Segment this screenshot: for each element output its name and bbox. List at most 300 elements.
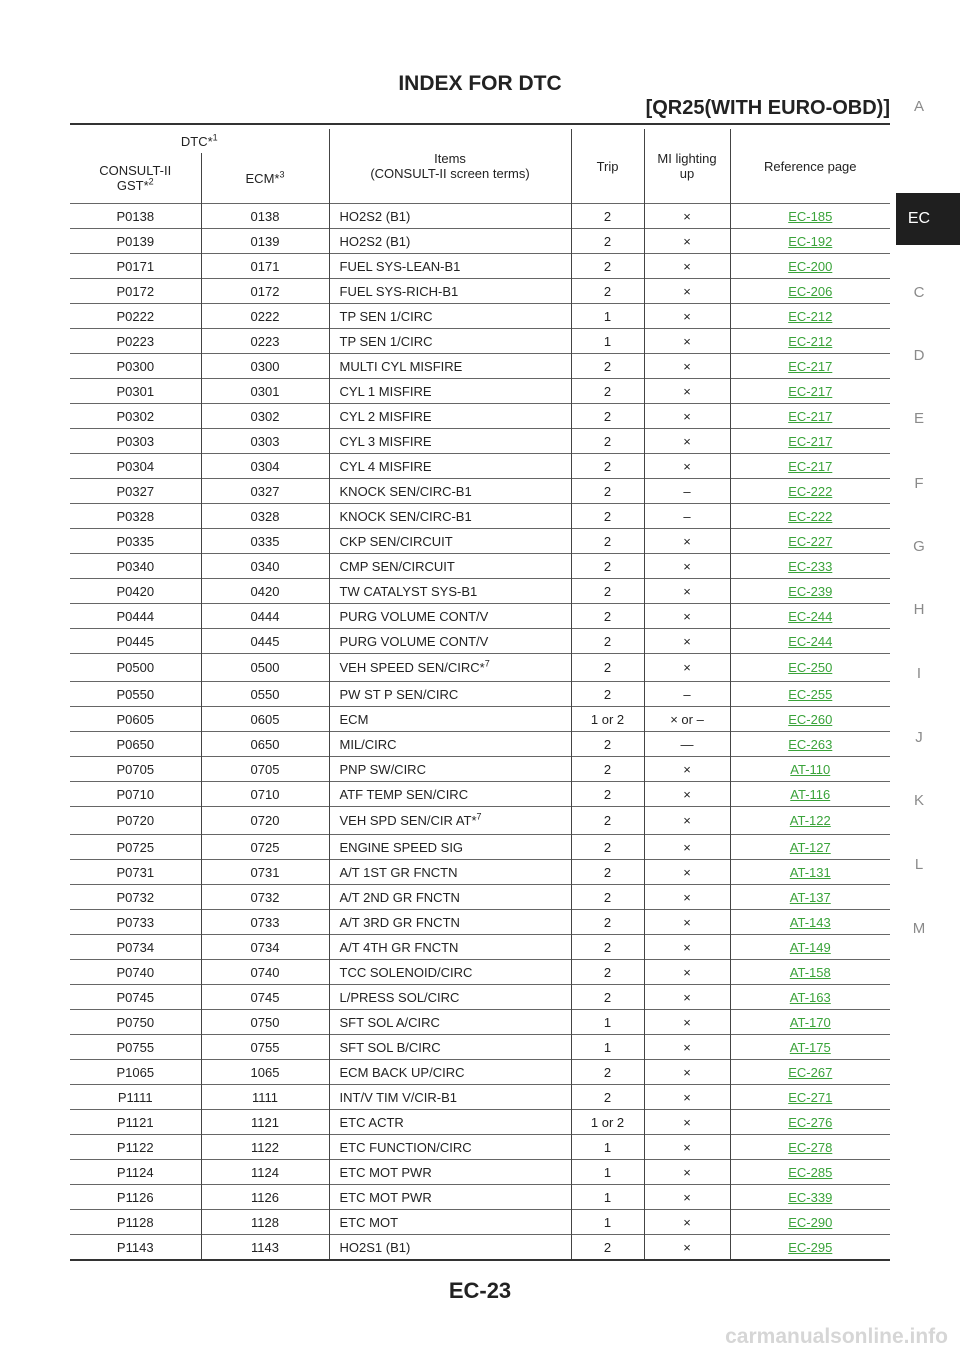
- table-row: [70, 910, 890, 935]
- consult-code-cell: P0328: [70, 504, 201, 529]
- ecm-code-cell: 0304: [201, 454, 329, 479]
- item-text: MIL/CIRC: [339, 736, 397, 752]
- section-tab-f[interactable]: F: [914, 475, 924, 492]
- item-cell: [329, 1060, 571, 1085]
- mi-lighting-cell: × or –: [644, 707, 730, 732]
- mi-lighting-cell: ×: [644, 1010, 730, 1035]
- ecm-code-cell: 1111: [201, 1085, 329, 1110]
- reference-link[interactable]: EC-217: [788, 383, 833, 399]
- table-row: [70, 757, 890, 782]
- trip-cell: 2: [571, 579, 644, 604]
- reference-link[interactable]: EC-212: [788, 308, 833, 324]
- table-row: [70, 554, 890, 579]
- mi-lighting-cell: ×: [644, 454, 730, 479]
- reference-cell: [730, 910, 890, 935]
- reference-link[interactable]: AT-122: [789, 813, 831, 828]
- consult-code-cell: P1143: [70, 1235, 201, 1261]
- item-cell: [329, 379, 571, 404]
- consult-code-cell: P0550: [70, 682, 201, 707]
- trip-cell: 2: [571, 254, 644, 279]
- item-text: SFT SOL B/CIRC: [339, 1039, 441, 1055]
- reference-cell: [730, 304, 890, 329]
- mi-lighting-cell: ×: [644, 1210, 730, 1235]
- reference-link[interactable]: EC-263: [788, 736, 833, 752]
- item-cell: [329, 654, 571, 682]
- mi-lighting-cell: ×: [644, 935, 730, 960]
- reference-cell: [730, 1010, 890, 1035]
- ecm-code-cell: 0550: [201, 682, 329, 707]
- consult-code-cell: P1128: [70, 1210, 201, 1235]
- consult-code-cell: P0750: [70, 1010, 201, 1035]
- reference-link[interactable]: EC-339: [788, 1189, 833, 1205]
- item-text: PURG VOLUME CONT/V: [339, 633, 489, 649]
- ecm-code-cell: 0171: [201, 254, 329, 279]
- trip-cell: 2: [571, 860, 644, 885]
- item-text: ENGINE SPEED SIG: [339, 839, 464, 855]
- item-text: PW ST P SEN/CIRC: [339, 686, 459, 702]
- reference-cell: [730, 554, 890, 579]
- table-row: [70, 885, 890, 910]
- item-text: ECM: [339, 711, 369, 727]
- ecm-code-cell: 1143: [201, 1235, 329, 1261]
- item-text: TP SEN 1/CIRC: [339, 308, 433, 324]
- table-row: [70, 304, 890, 329]
- item-text: CYL 4 MISFIRE: [339, 458, 432, 474]
- item-cell: [329, 807, 571, 835]
- mi-lighting-cell: ×: [644, 404, 730, 429]
- trip-cell: 2: [571, 529, 644, 554]
- reference-link[interactable]: EC-217: [788, 358, 833, 374]
- trip-cell: 2: [571, 1235, 644, 1261]
- item-cell: [329, 1135, 571, 1160]
- trip-cell: 1: [571, 1135, 644, 1160]
- item-cell: [329, 860, 571, 885]
- item-text: ETC MOT PWR: [339, 1189, 432, 1205]
- reference-link[interactable]: EC-233: [788, 558, 833, 574]
- ecm-code-cell: 0650: [201, 732, 329, 757]
- trip-cell: 2: [571, 504, 644, 529]
- section-tab-i[interactable]: I: [916, 665, 922, 682]
- table-row: [70, 379, 890, 404]
- ecm-code-cell: 0710: [201, 782, 329, 807]
- trip-cell: 2: [571, 629, 644, 654]
- item-cell: [329, 479, 571, 504]
- item-text: CYL 2 MISFIRE: [339, 408, 432, 424]
- table-row: [70, 1035, 890, 1060]
- trip-cell: 1: [571, 329, 644, 354]
- trip-cell: 2: [571, 935, 644, 960]
- mi-lighting-cell: ×: [644, 354, 730, 379]
- ecm-code-cell: 0335: [201, 529, 329, 554]
- reference-link[interactable]: EC-278: [788, 1139, 833, 1155]
- consult-code-cell: P0650: [70, 732, 201, 757]
- table-row: [70, 860, 890, 885]
- mi-lighting-cell: ×: [644, 304, 730, 329]
- mi-lighting-cell: ×: [644, 554, 730, 579]
- section-tab-l[interactable]: L: [914, 856, 924, 873]
- consult-code-cell: P0340: [70, 554, 201, 579]
- reference-cell: [730, 1135, 890, 1160]
- ecm-code-cell: 0301: [201, 379, 329, 404]
- ecm-code-cell: 0740: [201, 960, 329, 985]
- reference-link[interactable]: EC-267: [788, 1064, 833, 1080]
- mi-lighting-cell: –: [644, 682, 730, 707]
- mi-lighting-cell: ×: [644, 757, 730, 782]
- consult-code-cell: P0301: [70, 379, 201, 404]
- item-text: TW CATALYST SYS-B1: [339, 583, 478, 599]
- consult-code-cell: P1122: [70, 1135, 201, 1160]
- trip-cell: 2: [571, 807, 644, 835]
- ecm-code-cell: 0725: [201, 835, 329, 860]
- table-row: [70, 229, 890, 254]
- mi-lighting-cell: ×: [644, 860, 730, 885]
- reference-link[interactable]: EC-227: [788, 533, 833, 549]
- item-text: INT/V TIM V/CIR-B1: [339, 1089, 458, 1105]
- item-text: PNP SW/CIRC: [339, 761, 426, 777]
- mi-lighting-cell: ×: [644, 654, 730, 682]
- reference-cell: [730, 757, 890, 782]
- mi-lighting-cell: ×: [644, 204, 730, 229]
- item-cell: [329, 1210, 571, 1235]
- reference-link[interactable]: AT-116: [790, 786, 831, 802]
- reference-link[interactable]: AT-110: [790, 761, 831, 777]
- item-cell: [329, 229, 571, 254]
- reference-link[interactable]: AT-175: [789, 1039, 831, 1055]
- item-cell: [329, 682, 571, 707]
- reference-cell: [730, 1110, 890, 1135]
- trip-header: Trip: [571, 129, 644, 204]
- item-cell: [329, 404, 571, 429]
- trip-cell: 2: [571, 554, 644, 579]
- consult-code-cell: P0731: [70, 860, 201, 885]
- reference-link[interactable]: EC-212: [788, 333, 833, 349]
- item-text: A/T 1ST GR FNCTN: [339, 864, 458, 880]
- mi-lighting-cell: ×: [644, 229, 730, 254]
- section-tab-ec-active[interactable]: [896, 193, 960, 245]
- mi-lighting-cell: –: [644, 504, 730, 529]
- mi-lighting-cell: ×: [644, 254, 730, 279]
- consult-code-cell: P0172: [70, 279, 201, 304]
- consult-code-cell: P0138: [70, 204, 201, 229]
- reference-link[interactable]: EC-276: [788, 1114, 833, 1130]
- reference-cell: [730, 682, 890, 707]
- reference-cell: [730, 479, 890, 504]
- item-cell: [329, 354, 571, 379]
- reference-cell: [730, 960, 890, 985]
- reference-link[interactable]: EC-250: [788, 660, 833, 675]
- dtc-index-table: [70, 129, 890, 1261]
- ecm-code-cell: 0300: [201, 354, 329, 379]
- section-tab-label: EC: [907, 210, 931, 227]
- consult-code-cell: P0740: [70, 960, 201, 985]
- mi-lighting-cell: ×: [644, 529, 730, 554]
- reference-cell: [730, 1060, 890, 1085]
- mi-lighting-cell: ×: [644, 429, 730, 454]
- dtc-header: DTC*$^1$: [180, 132, 218, 149]
- item-cell: [329, 1110, 571, 1135]
- consult-code-cell: P0710: [70, 782, 201, 807]
- item-text: FUEL SYS-RICH-B1: [339, 283, 459, 299]
- ecm-code-cell: 0734: [201, 935, 329, 960]
- table-row: [70, 354, 890, 379]
- ecm-code-cell: 1128: [201, 1210, 329, 1235]
- item-cell: [329, 1160, 571, 1185]
- table-row: [70, 835, 890, 860]
- trip-cell: 2: [571, 985, 644, 1010]
- trip-cell: 2: [571, 279, 644, 304]
- consult-code-cell: P0139: [70, 229, 201, 254]
- reference-cell: [730, 529, 890, 554]
- reference-cell: [730, 1185, 890, 1210]
- section-tab-m[interactable]: M: [912, 920, 926, 937]
- ecm-code-cell: 0733: [201, 910, 329, 935]
- item-text: A/T 2ND GR FNCTN: [339, 889, 460, 905]
- table-row: [70, 1060, 890, 1085]
- reference-link[interactable]: EC-255: [788, 686, 833, 702]
- reference-link[interactable]: EC-185: [788, 208, 833, 224]
- item-text: PURG VOLUME CONT/V: [339, 608, 489, 624]
- reference-link[interactable]: EC-244: [788, 608, 833, 624]
- ecm-code-cell: 0223: [201, 329, 329, 354]
- reference-link[interactable]: EC-222: [788, 483, 833, 499]
- reference-link[interactable]: AT-143: [789, 914, 831, 930]
- reference-link[interactable]: EC-244: [788, 633, 833, 649]
- item-cell: [329, 1035, 571, 1060]
- mi-lighting-cell: ×: [644, 1135, 730, 1160]
- consult-code-cell: P0725: [70, 835, 201, 860]
- section-tab-g[interactable]: G: [913, 538, 925, 555]
- consult-code-cell: P0605: [70, 707, 201, 732]
- table-row: [70, 1185, 890, 1210]
- mi-lighting-cell: ×: [644, 1160, 730, 1185]
- ecm-code-cell: 0172: [201, 279, 329, 304]
- trip-cell: 2: [571, 885, 644, 910]
- item-cell: [329, 757, 571, 782]
- item-text: TP SEN 1/CIRC: [339, 333, 433, 349]
- reference-link[interactable]: AT-158: [789, 964, 831, 980]
- ecm-code-cell: 1122: [201, 1135, 329, 1160]
- reference-link[interactable]: EC-200: [788, 258, 833, 274]
- consult-code-cell: P1111: [70, 1085, 201, 1110]
- item-cell: [329, 504, 571, 529]
- ecm-code-cell: 0420: [201, 579, 329, 604]
- section-tab-c[interactable]: C: [913, 284, 925, 301]
- table-row: [70, 1085, 890, 1110]
- table-row: [70, 479, 890, 504]
- section-tab-d[interactable]: D: [913, 347, 925, 364]
- item-text: SFT SOL A/CIRC: [339, 1014, 440, 1030]
- reference-link[interactable]: EC-217: [788, 458, 833, 474]
- mi-lighting-cell: ×: [644, 1060, 730, 1085]
- ecm-code-cell: 0731: [201, 860, 329, 885]
- mi-lighting-cell: ×: [644, 835, 730, 860]
- mi-lighting-cell: ×: [644, 960, 730, 985]
- table-row: [70, 935, 890, 960]
- mi-lighting-cell: ×: [644, 579, 730, 604]
- trip-cell: 2: [571, 479, 644, 504]
- reference-link[interactable]: EC-192: [788, 233, 833, 249]
- trip-cell: 1: [571, 1010, 644, 1035]
- item-cell: [329, 835, 571, 860]
- trip-cell: 2: [571, 379, 644, 404]
- table-row: [70, 604, 890, 629]
- consult-code-cell: P1126: [70, 1185, 201, 1210]
- section-tab-e[interactable]: E: [913, 410, 924, 427]
- watermark: carmanualsonline.info: [725, 1325, 948, 1348]
- consult-code-cell: P0444: [70, 604, 201, 629]
- reference-link[interactable]: EC-222: [788, 508, 833, 524]
- reference-link[interactable]: EC-217: [788, 408, 833, 424]
- item-text: VEH SPD SEN/CIR AT*: [339, 813, 477, 828]
- table-row: [70, 1160, 890, 1185]
- trip-cell: 1 or 2: [571, 707, 644, 732]
- item-cell: [329, 885, 571, 910]
- items-header: Items (CONSULT-II screen terms): [329, 129, 571, 204]
- reference-cell: [730, 454, 890, 479]
- reference-link[interactable]: EC-239: [788, 583, 833, 599]
- item-cell: [329, 304, 571, 329]
- table-row: [70, 254, 890, 279]
- consult-code-cell: P0734: [70, 935, 201, 960]
- consult-code-cell: P0327: [70, 479, 201, 504]
- consult-code-cell: P0420: [70, 579, 201, 604]
- section-tab-k[interactable]: K: [913, 792, 924, 809]
- item-cell: [329, 1010, 571, 1035]
- reference-link[interactable]: EC-271: [788, 1089, 833, 1105]
- reference-link[interactable]: EC-217: [788, 433, 833, 449]
- mi-lighting-cell: ×: [644, 604, 730, 629]
- consult-code-cell: P1121: [70, 1110, 201, 1135]
- ecm-code-cell: 1126: [201, 1185, 329, 1210]
- reference-cell: [730, 604, 890, 629]
- reference-cell: [730, 204, 890, 229]
- item-cell: [329, 1185, 571, 1210]
- item-text: VEH SPEED SEN/CIRC*: [339, 660, 485, 675]
- item-cell: [329, 985, 571, 1010]
- trip-cell: 2: [571, 782, 644, 807]
- item-cell: [329, 254, 571, 279]
- trip-cell: 2: [571, 204, 644, 229]
- reference-cell: [730, 329, 890, 354]
- item-text: CMP SEN/CIRCUIT: [339, 558, 455, 574]
- reference-cell: [730, 1085, 890, 1110]
- reference-cell: [730, 732, 890, 757]
- mi-lighting-cell: ×: [644, 910, 730, 935]
- consult-code-cell: P0335: [70, 529, 201, 554]
- trip-cell: 1 or 2: [571, 1110, 644, 1135]
- reference-link[interactable]: AT-170: [789, 1014, 831, 1030]
- table-row: [70, 529, 890, 554]
- mi-lighting-cell: ×: [644, 782, 730, 807]
- reference-link[interactable]: EC-260: [788, 711, 833, 727]
- consult-code-cell: P1124: [70, 1160, 201, 1185]
- table-row: [70, 1210, 890, 1235]
- mi-lighting-cell: ×: [644, 807, 730, 835]
- mi-lighting-cell: ×: [644, 629, 730, 654]
- reference-link[interactable]: EC-295: [788, 1239, 833, 1255]
- mi-lighting-cell: ×: [644, 1035, 730, 1060]
- ecm-code-cell: 0705: [201, 757, 329, 782]
- reference-link[interactable]: EC-206: [788, 283, 833, 299]
- reference-link[interactable]: AT-149: [789, 939, 831, 955]
- item-text: KNOCK SEN/CIRC-B1: [339, 508, 472, 524]
- item-text: HO2S2 (B1): [339, 233, 411, 249]
- ecm-code-cell: 0445: [201, 629, 329, 654]
- section-tab-j[interactable]: J: [915, 729, 923, 746]
- item-text: CYL 3 MISFIRE: [339, 433, 432, 449]
- table-row: [70, 279, 890, 304]
- reference-cell: [730, 254, 890, 279]
- reference-cell: [730, 579, 890, 604]
- item-cell: [329, 707, 571, 732]
- mi-lighting-cell: —: [644, 732, 730, 757]
- item-text: ETC MOT PWR: [339, 1164, 432, 1180]
- table-row: [70, 807, 890, 835]
- page-title: INDEX FOR DTC: [398, 72, 562, 95]
- item-cell: [329, 454, 571, 479]
- consult-code-cell: P0222: [70, 304, 201, 329]
- reference-cell: [730, 782, 890, 807]
- reference-link[interactable]: EC-290: [788, 1214, 833, 1230]
- consult-code-cell: P0732: [70, 885, 201, 910]
- trip-cell: 1: [571, 1185, 644, 1210]
- item-text: KNOCK SEN/CIRC-B1: [339, 483, 472, 499]
- reference-cell: [730, 1235, 890, 1261]
- ecm-code-cell: 0328: [201, 504, 329, 529]
- consult-code-cell: P0223: [70, 329, 201, 354]
- ecm-code-cell: 0327: [201, 479, 329, 504]
- reference-link[interactable]: AT-127: [789, 839, 831, 855]
- ecm-code-cell: 0444: [201, 604, 329, 629]
- reference-link[interactable]: AT-131: [789, 864, 831, 880]
- item-text: MULTI CYL MISFIRE: [339, 358, 463, 374]
- table-row: [70, 654, 890, 682]
- mi-lighting-cell: ×: [644, 329, 730, 354]
- reference-cell: [730, 935, 890, 960]
- reference-cell: [730, 504, 890, 529]
- reference-cell: [730, 1035, 890, 1060]
- reference-link[interactable]: EC-285: [788, 1164, 833, 1180]
- mi-lighting-cell: ×: [644, 1185, 730, 1210]
- reference-cell: [730, 1210, 890, 1235]
- consult-code-cell: P0302: [70, 404, 201, 429]
- table-row: [70, 1010, 890, 1035]
- reference-link[interactable]: AT-137: [789, 889, 831, 905]
- item-text: ECM BACK UP/CIRC: [339, 1064, 465, 1080]
- consult-code-cell: P0755: [70, 1035, 201, 1060]
- reference-cell: [730, 404, 890, 429]
- mi-lighting-cell: ×: [644, 985, 730, 1010]
- ecm-code-cell: 0340: [201, 554, 329, 579]
- section-tab-h[interactable]: H: [913, 601, 925, 618]
- consult-gst-header: CONSULT-II GST*$^2$: [99, 163, 172, 193]
- item-cell: [329, 960, 571, 985]
- reference-cell: [730, 279, 890, 304]
- trip-cell: 2: [571, 910, 644, 935]
- section-tab-a[interactable]: A: [913, 98, 924, 115]
- reference-link[interactable]: AT-163: [789, 989, 831, 1005]
- item-cell: [329, 529, 571, 554]
- consult-code-cell: P0171: [70, 254, 201, 279]
- item-cell: [329, 554, 571, 579]
- trip-cell: 2: [571, 757, 644, 782]
- item-footnote-mark: 7: [484, 658, 490, 669]
- table-row: [70, 682, 890, 707]
- page-number: EC-23: [448, 1278, 512, 1303]
- mi-lighting-cell: –: [644, 479, 730, 504]
- reference-cell: [730, 985, 890, 1010]
- trip-cell: 1: [571, 1035, 644, 1060]
